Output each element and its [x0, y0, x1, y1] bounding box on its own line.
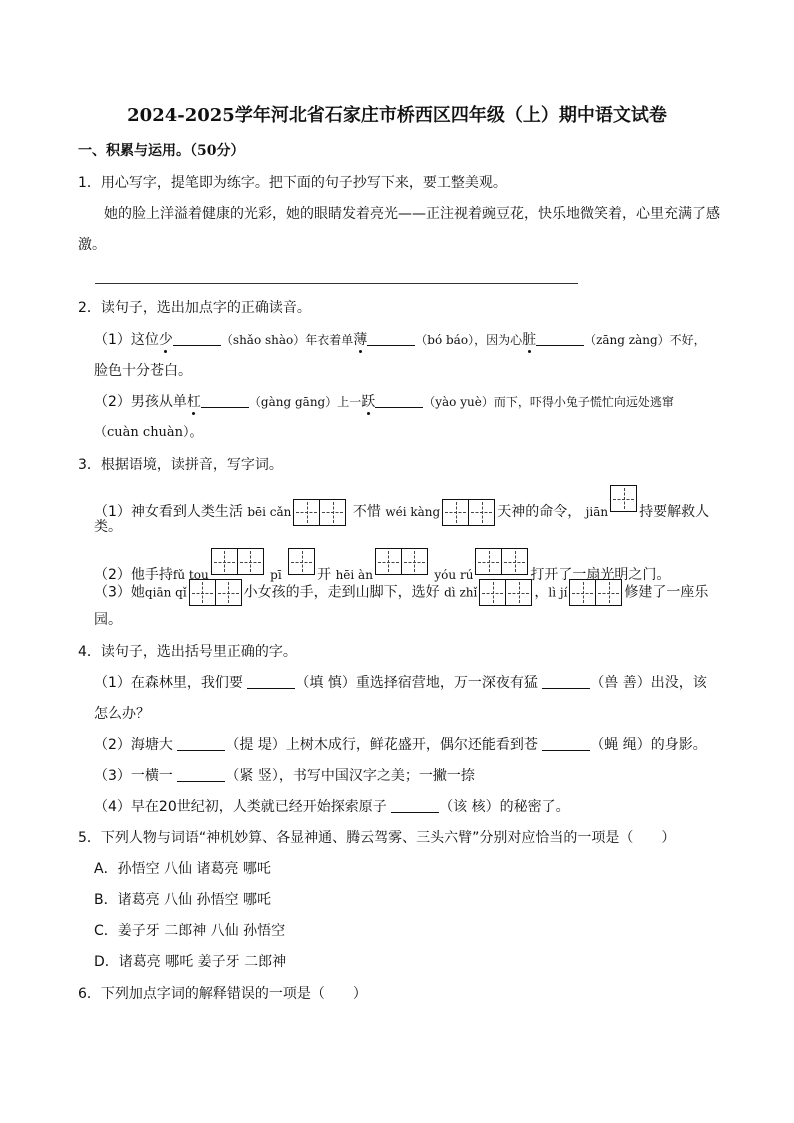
q3-s2-text: 开	[317, 567, 332, 583]
q3-s3-text: （3）她	[94, 584, 145, 601]
q1-passage-line2: 激。	[78, 237, 106, 253]
q4-sentence1-line2: 怎么办？	[94, 706, 150, 722]
q4-s2-text: （2）海塘大	[94, 737, 173, 753]
pinyin: pī	[270, 568, 282, 582]
q4-sentence3	[94, 766, 475, 786]
exam-title: 2024-2025学年河北省石家庄市桥西区四年级（上）期中语文试卷	[127, 105, 667, 126]
q1-answer-line[interactable]	[95, 283, 578, 284]
q3-sentence1	[94, 485, 709, 526]
q3-s1-text: 持要解救人	[639, 504, 710, 520]
q2-sentence1-line2: 脸色十分苍白。	[94, 363, 192, 379]
q2-s1-options: （zāng zàng）不好，	[584, 333, 706, 347]
pinyin: jiān	[585, 505, 609, 519]
answer-blank[interactable]	[391, 797, 439, 813]
q4-s1-text: （兽 善）出没，该	[590, 675, 707, 691]
q5-stem: 5．下列人物与词语“神机妙算、各显神通、腾云驾雾、三头六臂”分别对应恰当的一项是（ ）	[78, 830, 676, 846]
q3-sentence3-line2: 园。	[94, 612, 122, 628]
q2-sentence1	[94, 330, 706, 350]
tianzige-grid[interactable]	[189, 579, 242, 606]
q5-option-b[interactable]: B．诸葛亮 八仙 孙悟空 哪吒	[94, 892, 271, 908]
q2-sentence2-line2: （cuàn chuàn）。	[94, 425, 203, 440]
q4-s3-text: （3）一横一	[94, 768, 173, 784]
q3-sentence1-line2: 类。	[94, 519, 122, 535]
pinyin: wéi kàng	[385, 505, 441, 519]
pinyin: dì zhǐ	[444, 585, 478, 600]
q2-s1-dotted-char: 薄	[353, 332, 368, 348]
q3-s3-text: 小女孩的手，走到山脚下，选好	[243, 584, 440, 601]
q3-s1-text: （1）神女看到人类生活	[94, 504, 243, 520]
q2-s1-text: （1）这位	[94, 332, 159, 348]
q4-sentence4	[94, 797, 570, 817]
pinyin: bēi cǎn	[247, 505, 292, 519]
section-heading: 一、积累与运用。（50分）	[78, 143, 245, 159]
tianzige-grid[interactable]	[479, 579, 532, 606]
tianzige-grid[interactable]	[442, 499, 495, 526]
q4-sentence1	[94, 673, 707, 693]
q2-s2-options: （gàng gāng）上一	[248, 395, 362, 409]
q4-s2-text: （提 堤）上树木成行，鲜花盛开，偶尔还能看到苍	[225, 737, 538, 753]
q2-s1-options: （bó báo），因为心	[415, 333, 523, 347]
q2-s2-text: （2）男孩从单	[94, 394, 187, 410]
q2-sentence2	[94, 392, 674, 412]
q3-stem: 3．根据语境，读拼音，写字词。	[78, 457, 283, 473]
q3-s2-text: 打开了一扇光明之门。	[530, 567, 671, 583]
q1-passage-line1: 她的脸上洋溢着健康的光彩，她的眼睛发着亮光——正注视着豌豆花，快乐地微笑着，心里充满了感	[104, 206, 720, 222]
q2-s2-options: （yào yuè）而下，吓得小兔子慌忙向远处逃窜	[423, 395, 674, 409]
tianzige-grid[interactable]	[475, 548, 528, 575]
q5-option-c[interactable]: C．姜子牙 二郎神 八仙 孙悟空	[94, 923, 286, 939]
q4-sentence2	[94, 735, 707, 755]
answer-blank[interactable]	[536, 330, 584, 346]
answer-blank[interactable]	[201, 392, 249, 408]
answer-blank[interactable]	[247, 673, 295, 689]
answer-blank[interactable]	[177, 735, 225, 751]
q3-s3-text: 修建了一座乐	[624, 584, 709, 601]
q2-s1-options: （shǎo shào）年衣着单	[220, 333, 354, 347]
q4-s1-text: （1）在森林里，我们要	[94, 675, 243, 691]
q5-option-a[interactable]: A．孙悟空 八仙 诸葛亮 哪吒	[94, 861, 271, 877]
q3-sentence3: （3）她qiān qǐ 小女孩的手，走到山脚下，选好 dì zhǐ ，lì jí 修建了一座乐	[94, 579, 708, 606]
q4-stem: 4．读句子，选出括号里正确的字。	[78, 644, 297, 660]
pinyin: fǔ tou	[172, 568, 209, 582]
q5-option-d[interactable]: D．诸葛亮 哪吒 姜子牙 二郎神	[94, 954, 287, 970]
q4-s3-text: （紧 竖），书写中国汉字之美；一撇一捺	[225, 768, 475, 784]
pinyin: lì jí	[548, 585, 568, 600]
q2-stem: 2．读句子，选出加点字的正确读音。	[78, 300, 311, 316]
tianzige-grid[interactable]	[293, 499, 346, 526]
answer-blank[interactable]	[375, 392, 423, 408]
pinyin: yóu rú	[434, 568, 474, 582]
tianzige-grid[interactable]	[610, 485, 637, 512]
q4-s4-text: （4）早在20世纪初，人类就已经开始探索原子	[94, 799, 387, 815]
q4-s1-text: （填 慎）重选择宿营地，万一深夜有猛	[295, 675, 538, 691]
answer-blank[interactable]	[173, 330, 221, 346]
q2-s2-dotted-char: 跃	[361, 394, 376, 410]
q2-s2-dotted-char: 杠	[186, 394, 201, 410]
q2-s1-dotted-char: 少	[158, 332, 173, 348]
tianzige-grid[interactable]	[569, 579, 622, 606]
answer-blank[interactable]	[542, 735, 590, 751]
q1-stem: 1．用心写字，提笔即为练字。把下面的句子抄写下来，要工整美观。	[78, 175, 507, 191]
tianzige-grid[interactable]	[288, 548, 315, 575]
answer-blank[interactable]	[542, 673, 590, 689]
q3-s2-text: （2）他手持	[94, 567, 173, 583]
tianzige-grid[interactable]	[375, 548, 428, 575]
tianzige-grid[interactable]	[211, 548, 264, 575]
answer-blank[interactable]	[367, 330, 415, 346]
pinyin: hēi àn	[335, 568, 373, 582]
q3-s1-text: 不惜	[352, 504, 381, 520]
q6-stem: 6．下列加点字词的解释错误的一项是（ ）	[78, 986, 367, 1002]
q4-s4-text: （该 核）的秘密了。	[439, 799, 570, 815]
pinyin: qiān qǐ	[144, 585, 187, 600]
q4-s2-text: （蝇 绳）的身影。	[590, 737, 707, 753]
answer-blank[interactable]	[177, 766, 225, 782]
q2-s1-dotted-char: 脏	[522, 332, 537, 348]
q3-s1-text: 天神的命令，	[497, 504, 582, 520]
